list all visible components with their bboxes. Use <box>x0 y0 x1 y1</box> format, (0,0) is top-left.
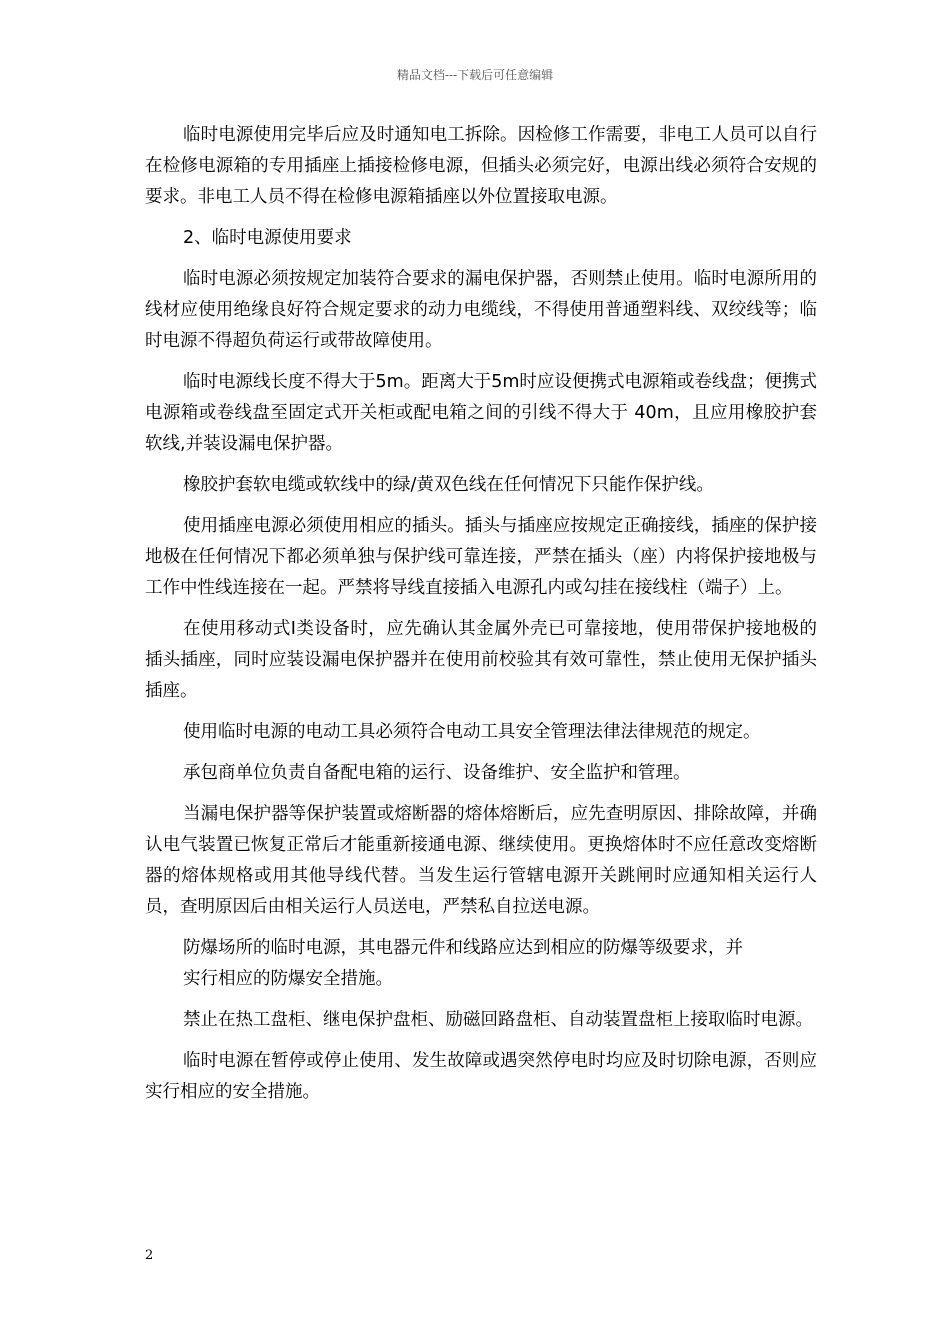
page-number: 2 <box>145 1248 154 1263</box>
paragraph-5: 使用插座电源必须使用相应的插头。插头与插座应按规定正确接线，插座的保护接地极在任何情况下都必须单独与保护线可靠连接，严禁在插头（座）内将保护接地极与工作中性线连接在一起。严禁将导线直接插入电源孔内或勾挂在接线柱（端子）上。 <box>145 516 817 598</box>
paragraph-7: 使用临时电源的电动工具必须符合电动工具安全管理法律法律规范的规定。 <box>183 722 761 742</box>
document-body <box>145 120 817 1118</box>
paragraph-12: 临时电源在暂停或停止使用、发生故障或遇突然停电时均应及时切除电源，否则应实行相应的安全措施。 <box>145 1051 817 1102</box>
paragraph-10-line-1: 防爆场所的临时电源，其电器元件和线路应达到相应的防爆等级要求，并 <box>183 938 743 958</box>
paragraph-4: 橡胶护套软电缆或软线中的绿/黄双色线在任何情况下只能作保护线。 <box>183 475 714 495</box>
paragraph-10 <box>145 933 817 995</box>
paragraph-3: 临时电源线长度不得大于5m。距离大于5m时应设便携式电源箱或卷线盘；便携式电源箱或卷线盘至固定式开关柜或配电箱之间的引线不得大于 40m，且应用橡胶护套软线,并装设漏电保护器。 <box>145 372 817 454</box>
paragraph-10-line-2: 实行相应的防爆安全措施。 <box>183 969 393 989</box>
paragraph-1: 临时电源使用完毕后应及时通知电工拆除。因检修工作需要，非电工人员可以自行在检修电源箱的专用插座上插接检修电源，但插头必须完好，电源出线必须符合安规的要求。非电工人员不得在检修电源箱插座以外位置接取电源。 <box>145 125 817 207</box>
paragraph-11: 禁止在热工盘柜、继电保护盘柜、励磁回路盘柜、自动装置盘柜上接取临时电源。 <box>183 1010 813 1030</box>
page-header: 精品文档---下载后可任意编辑 <box>396 68 554 82</box>
paragraph-9: 当漏电保护器等保护装置或熔断器的熔体熔断后，应先查明原因、排除故障，并确认电气装置已恢复正常后才能重新接通电源、继续使用。更换熔体时不应任意改变熔断器的熔体规格或用其他导线代替。当发生运行管辖电源开关跳闸时应通知相关运行人员，查明原因后由相关运行人员送电，严禁私自拉送电源。 <box>145 804 817 917</box>
section-heading: 2、临时电源使用要求 <box>183 228 352 248</box>
paragraph-6: 在使用移动式Ⅰ类设备时，应先确认其金属外壳已可靠接地，使用带保护接地极的插头插座，同时应装设漏电保护器并在使用前校验其有效可靠性，禁止使用无保护插头插座。 <box>145 619 817 701</box>
paragraph-2: 临时电源必须按规定加装符合要求的漏电保护器，否则禁止使用。临时电源所用的线材应使用绝缘良好符合规定要求的动力电缆线，不得使用普通塑料线、双绞线等；临时电源不得超负荷运行或带故障使用。 <box>145 269 817 351</box>
paragraph-8: 承包商单位负责自备配电箱的运行、设备维护、安全监护和管理。 <box>183 763 691 783</box>
